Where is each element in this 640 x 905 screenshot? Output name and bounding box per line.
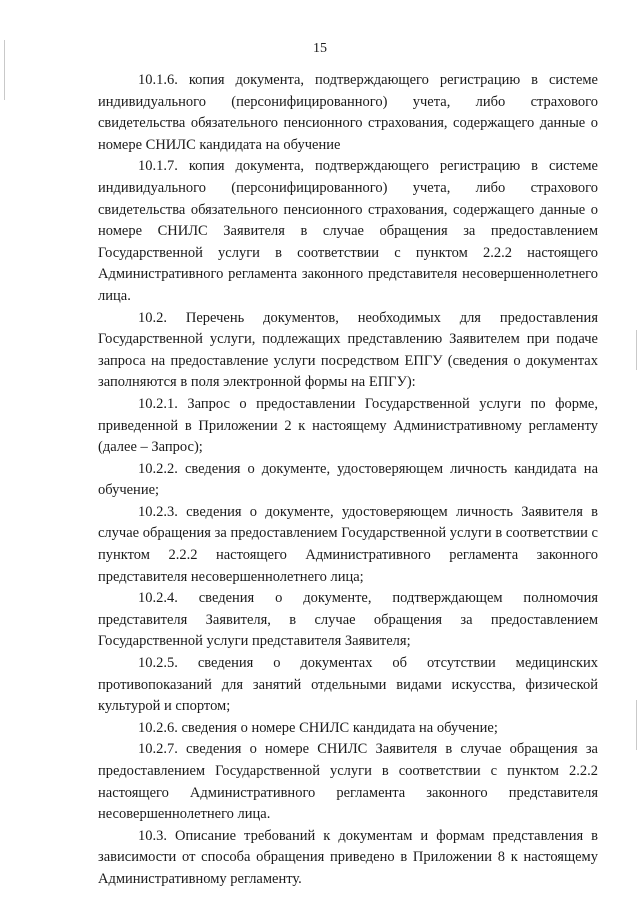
paragraph-10-1-6: 10.1.6. копия документа, подтверждающего регистрацию в системе индивидуального (персонифицированного) учета, либо страхового свидетельства обязательного пенсионного страхования, содержащего данные о номере СНИЛС кандидата на обучение <box>98 72 598 153</box>
paragraph-10-1-7: 10.1.7. копия документа, подтверждающего регистрацию в системе индивидуального (персонифицированного) учета, либо страхового свидетельства обязательного пенсионного страхования, содержащего данные о номере СНИЛС Заявителя в случае обращения за предоставлением Государственной услуги в соответствии с пунктом 2.2.2 настоящего Административного регламента законного представителя несовершеннолетнего лица. <box>98 158 598 304</box>
paragraph-10-2-2: 10.2.2. сведения о документе, удостоверяющем личность кандидата на обучение; <box>98 460 598 499</box>
paragraph-10-2-3: 10.2.3. сведения о документе, удостоверяющем личность Заявителя в случае обращения за предоставлением Государственной услуги в соответствии с пунктом 2.2.2 настоящего Административного регламента законного представителя несовершеннолетнего лица; <box>98 503 598 585</box>
paragraph-10-2-7: 10.2.7. сведения о номере СНИЛС Заявителя в случае обращения за предоставлением Государственной услуги в соответствии с пунктом 2.2.2 настоящего Административного регламента законного представителя несовершеннолетнего лица. <box>98 741 598 823</box>
paragraph-10-2-5: 10.2.5. сведения о документах об отсутствии медицинских противопоказаний для занятий отдельными видами искусства, физической культурой и спортом; <box>98 655 598 715</box>
paragraph-10-2-4: 10.2.4. сведения о документе, подтверждающем полномочия представителя Заявителя, в случае обращения за предоставлением Государственной услуги представителя Заявителя; <box>98 590 598 650</box>
scan-edge-mark <box>636 700 637 750</box>
page-number: 15 <box>313 41 327 56</box>
paragraph-10-2-1: 10.2.1. Запрос о предоставлении Государственной услуги по форме, приведенной в Приложении 2 к настоящему Административному регламенту (далее – Запрос); <box>98 395 598 456</box>
scan-edge-mark <box>636 330 637 370</box>
paragraph-10-2-6: 10.2.6. сведения о номере СНИЛС кандидата на обучение; <box>138 719 498 736</box>
paragraph-10-3: 10.3. Описание требований к документам и формам представления в зависимости от способа обращения приведено в Приложении 8 к настоящему Административному регламенту. <box>98 827 598 887</box>
paragraph-10-2: 10.2. Перечень документов, необходимых для предоставления Государственной услуги, подлежащих представлению Заявителем при подаче запроса на предоставление услуги посредством ЕПГУ (сведения о документах заполняются в поля электронной формы на ЕПГУ): <box>98 309 598 391</box>
document-body <box>98 70 598 891</box>
